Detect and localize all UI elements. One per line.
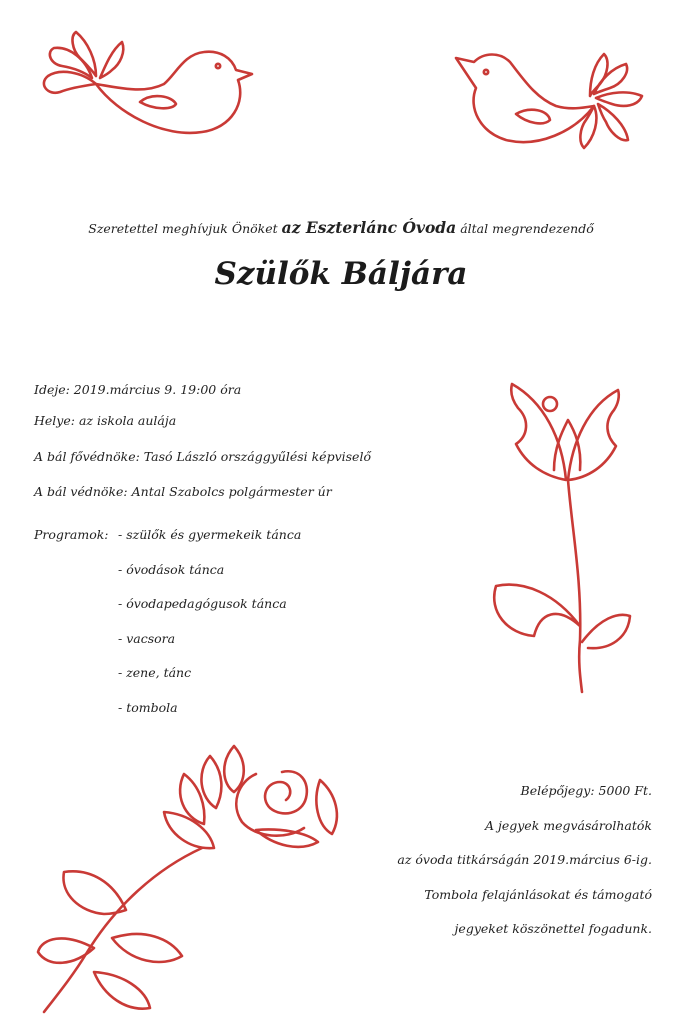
program-item: - tombola	[118, 700, 178, 715]
tulip-icon	[484, 380, 634, 694]
invitation-line	[0, 218, 682, 237]
program-item: - szülők és gyermekeik tánca	[118, 527, 302, 542]
invitation-before: Szeretettel meghívjuk Önöket	[88, 221, 278, 236]
invitation-after: által megrendezendő	[460, 221, 594, 236]
program-item: - óvodapedagógusok tánca	[118, 596, 287, 611]
raffle-note: Tombola felajánlásokat és támogató	[424, 887, 652, 902]
program-item: - zene, tánc	[118, 665, 192, 680]
program-item: - óvodások tánca	[118, 562, 225, 577]
detail-place: Helye: az iskola aulája	[34, 413, 177, 428]
program-item: - vacsora	[118, 631, 176, 646]
rose-icon	[34, 742, 354, 1022]
bird-icon	[26, 22, 262, 146]
bird-icon	[444, 40, 656, 164]
programs-label: Programok:	[34, 527, 109, 542]
ticket-price: Belépőjegy: 5000 Ft.	[520, 783, 652, 798]
detail-chief-patron: A bál fővédnöke: Tasó László országgyűlési képviselő	[34, 449, 371, 464]
detail-patron: A bál védnöke: Antal Szabolcs polgármester úr	[34, 484, 332, 499]
detail-time: Ideje: 2019.március 9. 19:00 óra	[34, 382, 242, 397]
kindergarten-name: az Eszterlánc Óvoda	[281, 218, 457, 237]
ticket-location: az óvoda titkárságán 2019.március 6-ig.	[397, 852, 652, 867]
page-title: Szülők Báljára	[214, 256, 468, 292]
support-note: jegyeket köszönettel fogadunk.	[454, 921, 652, 936]
ticket-info: A jegyek megvásárolhatók	[484, 818, 652, 833]
